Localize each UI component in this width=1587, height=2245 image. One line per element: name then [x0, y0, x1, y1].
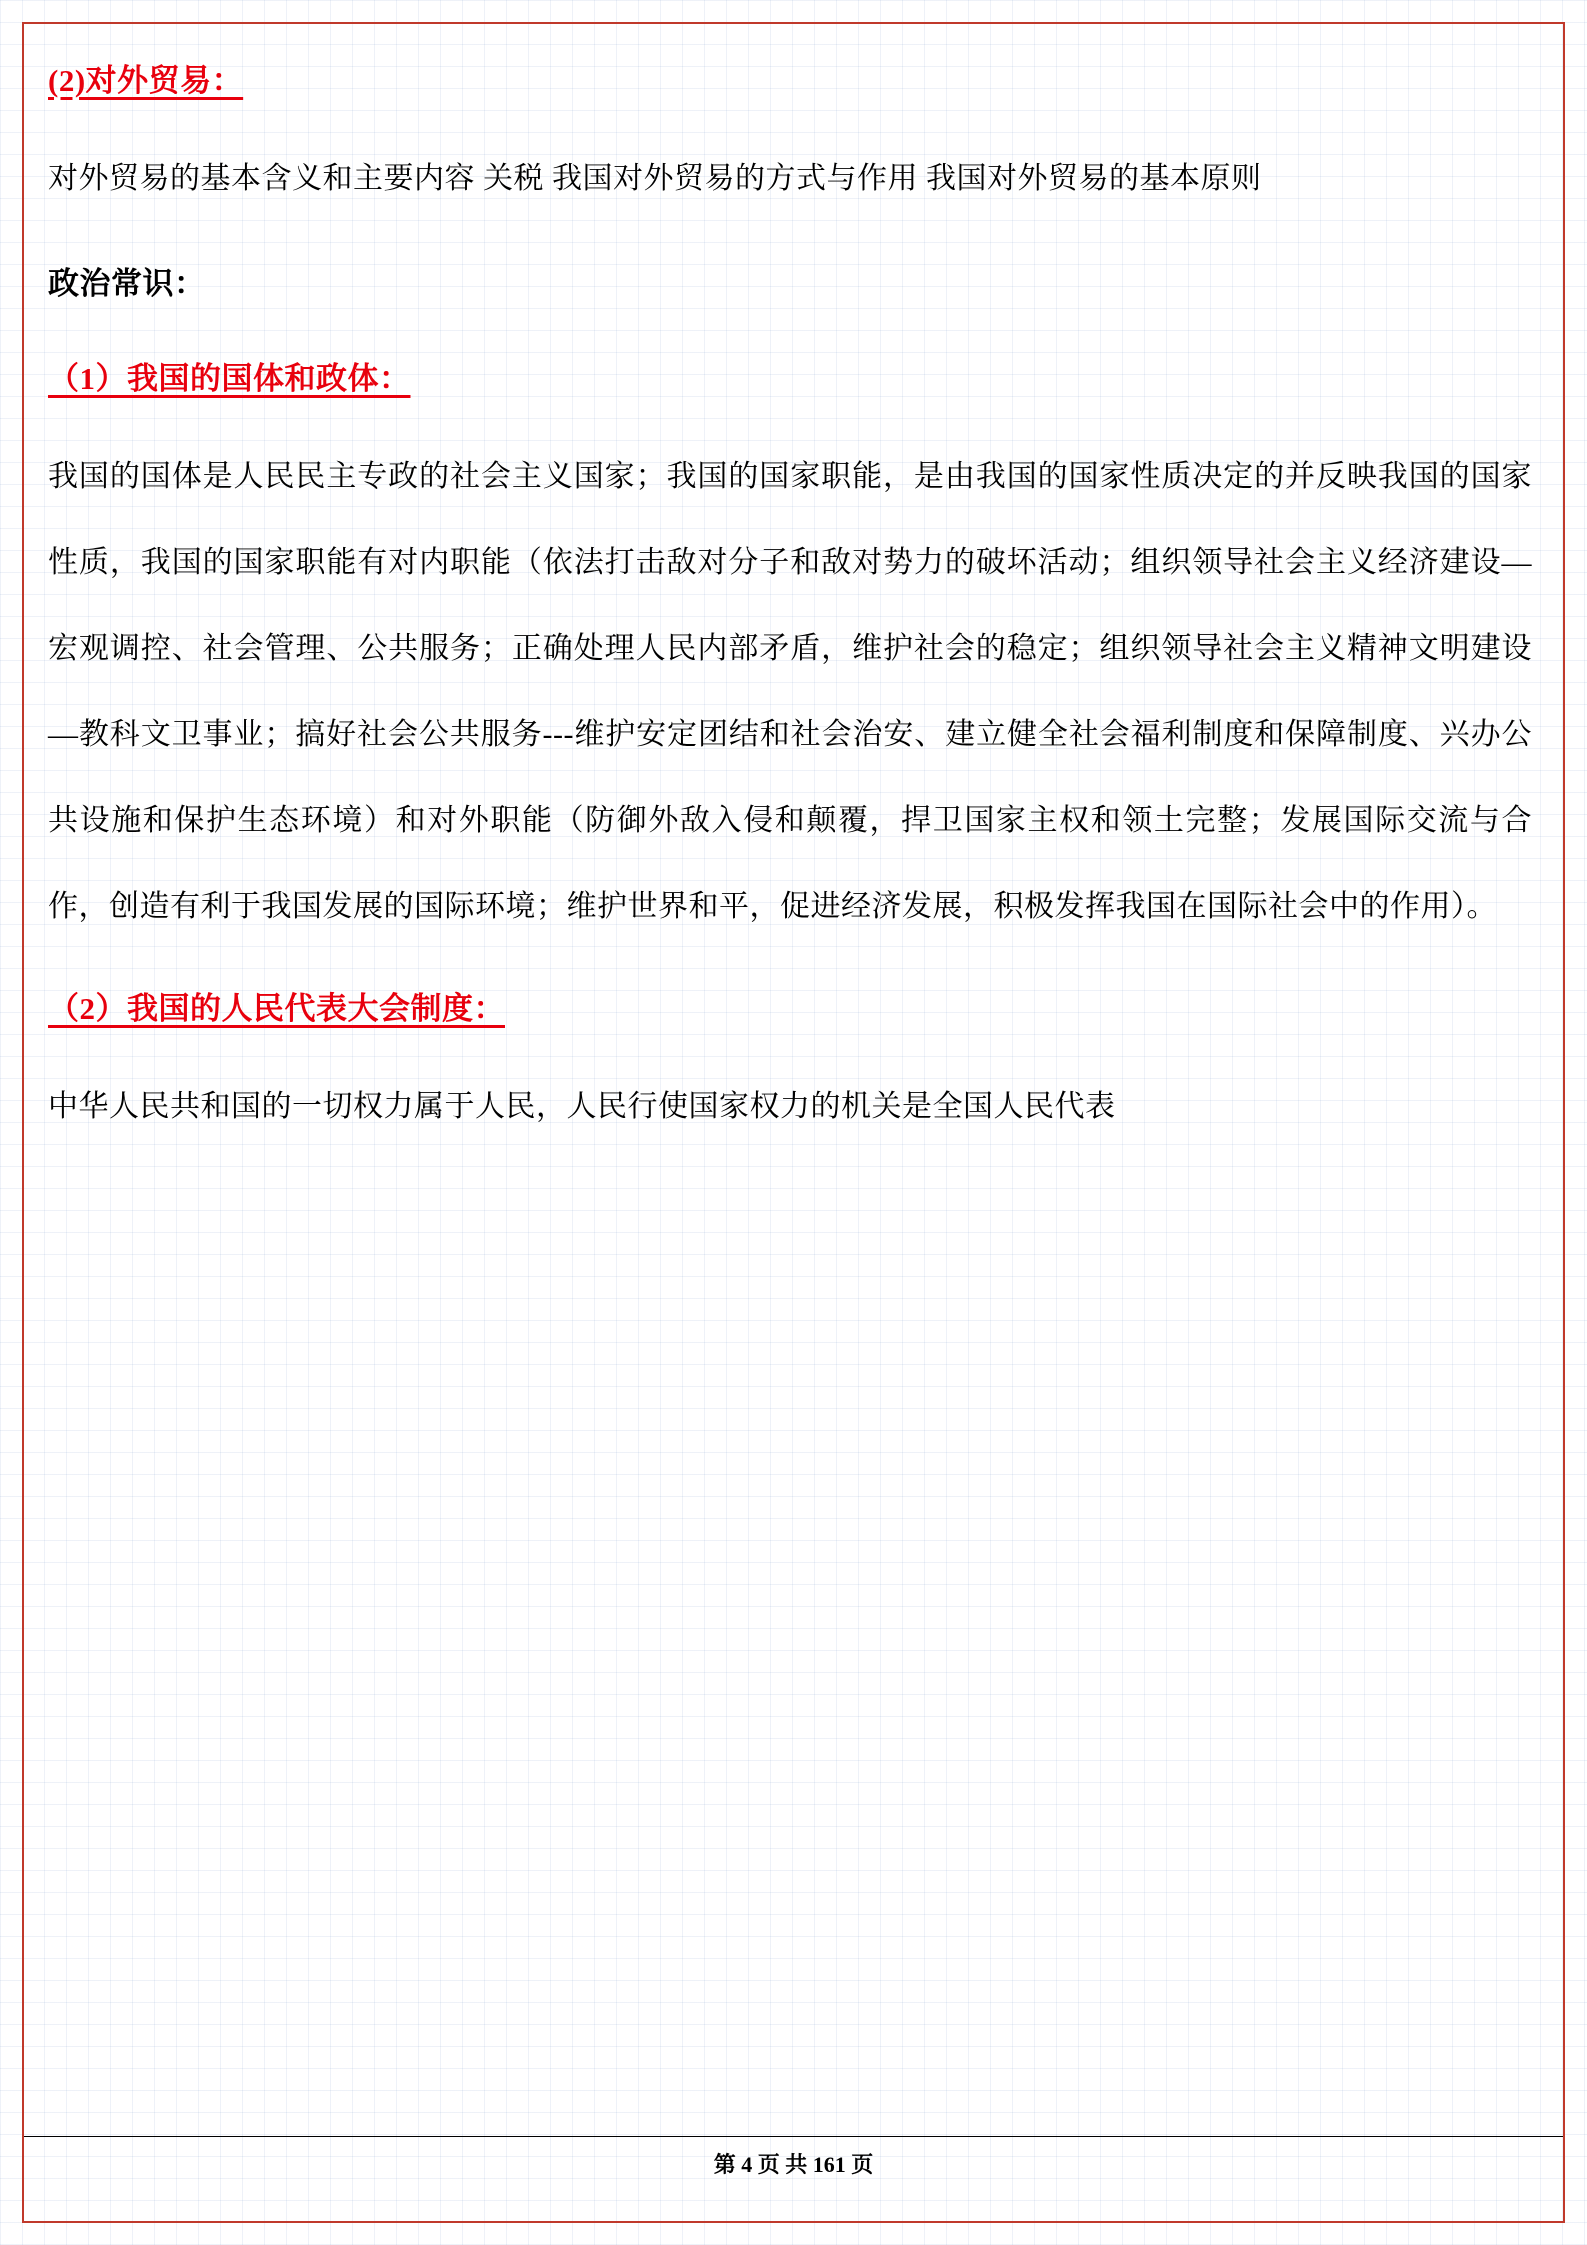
foreign-trade-heading: (2)对外贸易： — [48, 63, 244, 98]
footer-middle: 页 共 — [757, 2152, 808, 2177]
state-system-body: 我国的国体是人民民主专政的社会主义国家；我国的国家职能，是由我国的国家性质决定的并反映我国的国家性质，我国的国家职能有对内职能（依法打击敌对分子和敌对势力的破坏活动；组织领导社会主义经济建设—宏观调控、社会管理、公共服务；正确处理人民内部矛盾，维护社会的稳定；组织领导社会主义精神文明建设—教科文卫事业；搞好社会公共服务---维护安定团结和社会治安、建立健全社会福利制度和保障制度、兴办公共设施和保护生态环境）和对外职能（防御外敌入侵和颠覆，捍卫国家主权和领土完整；发展国际交流与合作，创造有利于我国发展的国际环境；维护世界和平，促进经济发展，积极发挥我国在国际社会中的作用）。 — [48, 460, 1532, 923]
footer-suffix: 页 — [851, 2152, 874, 2177]
spacer — [48, 1048, 1532, 1064]
npc-system-heading: （2）我国的人民代表大会制度： — [48, 991, 505, 1026]
spacer — [48, 326, 1532, 342]
politics-common-sense-heading: 政治常识： — [48, 266, 206, 301]
npc-system-body: 中华人民共和国的一切权力属于人民，人民行使国家权力的机关是全国人民代表 — [48, 1090, 1116, 1123]
state-system-heading: （1）我国的国体和政体： — [48, 361, 411, 396]
foreign-trade-body: 对外贸易的基本含义和主要内容 关税 我国对外贸易的方式与作用 我国对外贸易的基本原则 — [48, 162, 1262, 195]
footer-current-page: 4 — [741, 2152, 753, 2177]
footer-total-pages: 161 — [812, 2152, 846, 2177]
spacer — [48, 120, 1532, 136]
spacer — [48, 418, 1532, 434]
page-footer — [0, 2148, 1587, 2179]
spacer — [48, 228, 1532, 244]
footer-divider — [24, 2136, 1563, 2137]
footer-prefix: 第 — [713, 2152, 736, 2177]
page-content — [40, 44, 1540, 1156]
spacer — [48, 956, 1532, 972]
